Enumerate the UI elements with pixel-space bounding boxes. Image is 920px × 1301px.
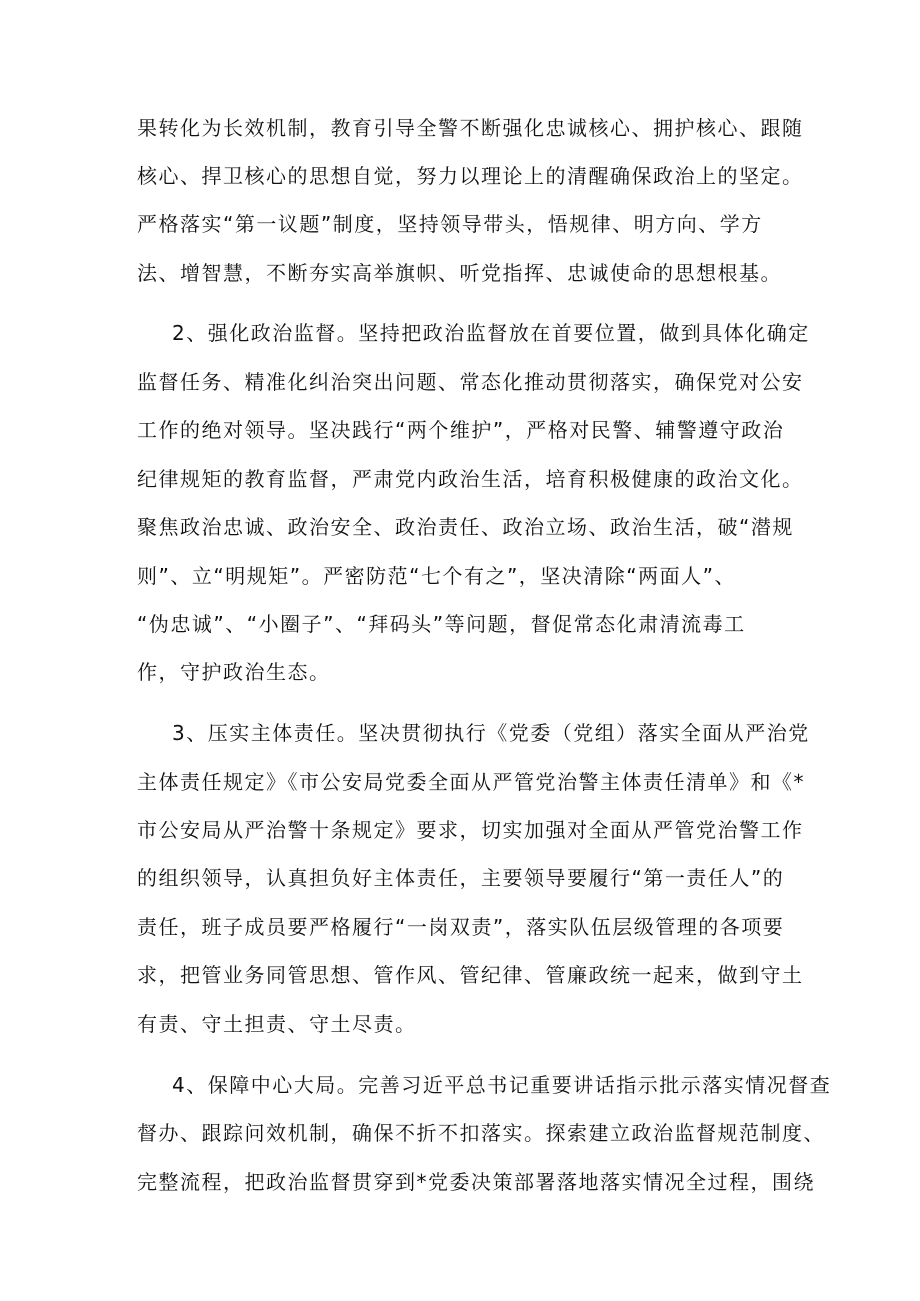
paragraph-2-line-6: 则”、立“明规矩”。严密防范“七个有之”，坚决清除“两面人”、 (137, 564, 737, 588)
paragraph-3-line-2: 主体责任规定》《市公安局党委全面从严管党治警主体责任清单》和《* (137, 770, 805, 794)
paragraph-3-line-5: 责任，班子成员要严格履行“一岗双责”，落实队伍层级管理的各项要 (137, 915, 785, 939)
paragraph-4-line-2: 督办、跟踪问效机制，确保不折不扣落实。探索建立政治监督规范制度、 (137, 1121, 825, 1145)
paragraph-3-line-6: 求，把管业务同管思想、管作风、管纪律、管廉政统一起来，做到守土 (137, 963, 804, 987)
paragraph-3-line-1: 3、压实主体责任。坚决贯彻执行《党委（党组）落实全面从严治党 (172, 721, 810, 745)
paragraph-2-line-4: 纪律规矩的教育监督，严肃党内政治生活，培育积极健康的政治文化。 (137, 467, 804, 491)
paragraph-2-line-1: 2、强化政治监督。坚持把政治监督放在首要位置，做到具体化确定 (172, 321, 810, 345)
paragraph-2-line-5: 聚焦政治忠诚、政治安全、政治责任、政治立场、政治生活，破“潜规 (137, 515, 794, 539)
paragraph-3-line-7: 有责、守土担责、守土尽责。 (137, 1012, 417, 1036)
paragraph-2-line-3: 工作的绝对领导。坚决践行“两个维护”，严格对民警、辅警遵守政治 (137, 418, 785, 442)
paragraph-3-line-3: 市公安局从严治警十条规定》要求，切实加强对全面从严管党治警工作 (137, 818, 804, 842)
paragraph-2-line-8: 作，守护政治生态。 (137, 660, 331, 684)
paragraph-1-line-1: 果转化为长效机制，教育引导全警不断强化忠诚核心、拥护核心、跟随 (137, 116, 804, 140)
paragraph-4-line-3: 完整流程，把政治监督贯穿到*党委决策部署落地落实情况全过程，围绕 (137, 1170, 815, 1194)
paragraph-2-line-2: 监督任务、精准化纠治突出问题、常态化推动贯彻落实，确保党对公安 (137, 370, 804, 394)
paragraph-3-line-4: 的组织领导，认真担负好主体责任，主要领导要履行“第一责任人”的 (137, 866, 785, 890)
paragraph-1-line-3: 严格落实“第一议题”制度，坚持领导带头，悟规律、明方向、学方 (137, 212, 763, 236)
paragraph-2-line-7: “伪忠诚”、“小圈子”、“拜码头”等问题，督促常态化肃清流毒工 (137, 612, 746, 636)
paragraph-4-line-1: 4、保障中心大局。完善习近平总书记重要讲话指示批示落实情况督查 (172, 1073, 832, 1097)
paragraph-1-line-4: 法、增智慧，不断夯实高举旗帜、听党指挥、忠诚使命的思想根基。 (137, 261, 782, 285)
paragraph-1-line-2: 核心、捍卫核心的思想自觉，努力以理论上的清醒确保政治上的坚定。 (137, 164, 804, 188)
